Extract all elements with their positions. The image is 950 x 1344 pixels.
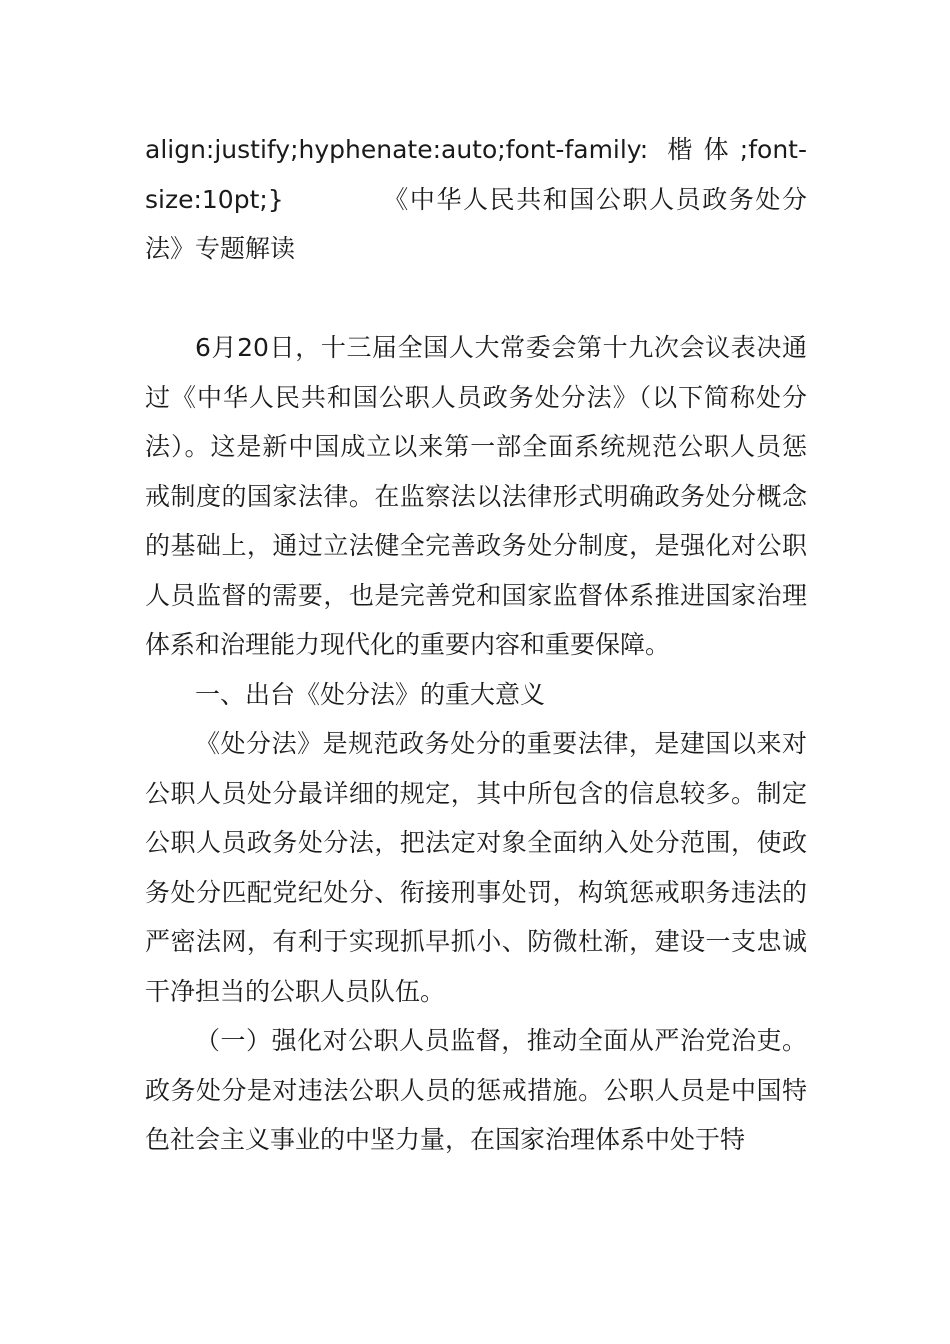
css-residue-text: align:justify;hyphenate:auto;font-family: 楷体;font-size:10pt;} xyxy=(145,135,807,214)
document-header xyxy=(145,125,807,274)
document-body xyxy=(145,125,807,1165)
blank-line xyxy=(145,274,807,324)
body-paragraph: 《处分法》是规范政务处分的重要法律，是建国以来对公职人员处分最详细的规定，其中所包含的信息较多。制定公职人员政务处分法，把法定对象全面纳入处分范围，使政务处分匹配党纪处分、衔接刑事处罚，构筑惩戒职务违法的严密法网，有利于实现抓早抓小、防微杜渐，建设一支忠诚干净担当的公职人员队伍。 xyxy=(145,729,807,1006)
intro-paragraph: 6月20日，十三届全国人大常委会第十九次会议表决通过《中华人民共和国公职人员政务处分法》（以下简称处分法）。这是新中国成立以来第一部全面系统规范公职人员惩戒制度的国家法律。在监察法以法律形式明确政务处分概念的基础上，通过立法健全完善政务处分制度，是强化对公职人员监督的需要，也是完善党和国家监督体系推进国家治理体系和治理能力现代化的重要内容和重要保障。 xyxy=(145,333,807,659)
section-heading: 一、出台《处分法》的重大意义 xyxy=(195,679,546,709)
subsection-paragraph: （一）强化对公职人员监督，推动全面从严治党治吏。政务处分是对违法公职人员的惩戒措施。公职人员是中国特色社会主义事业的中坚力量，在国家治理体系中处于特 xyxy=(145,1026,807,1154)
document-title: 《中华人民共和国公职人员政务处分法》专题解读 xyxy=(145,184,807,263)
